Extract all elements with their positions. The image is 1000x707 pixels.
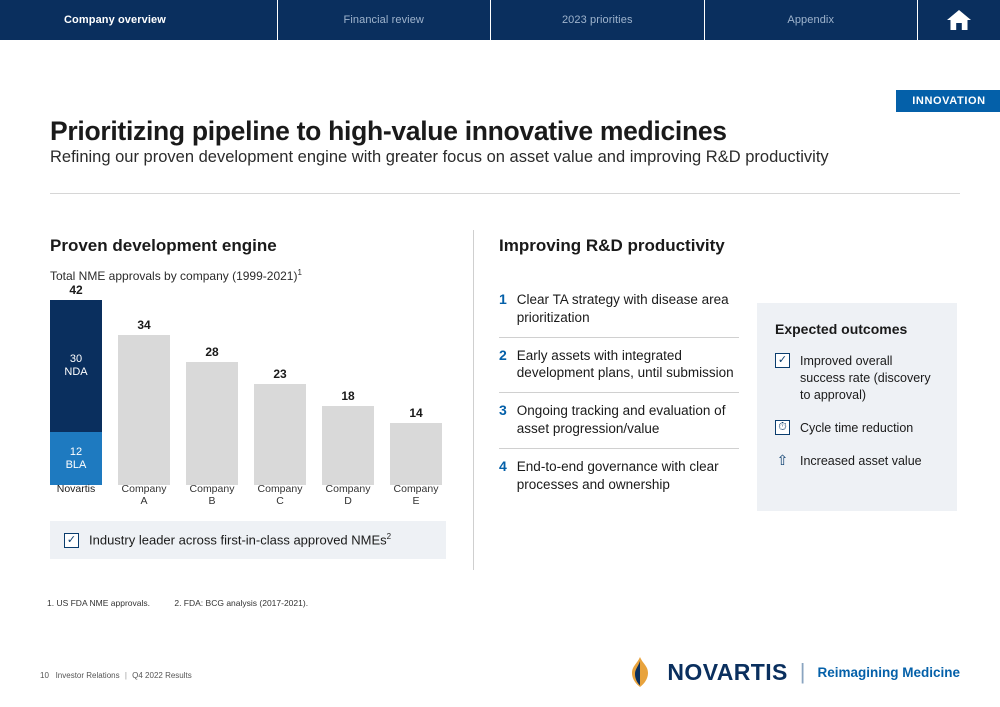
footnote-1: 1. US FDA NME approvals. — [47, 598, 150, 608]
nav-tab-2023-priorities[interactable] — [491, 0, 705, 40]
status-badge: INNOVATION — [896, 90, 1000, 112]
nav-tab-company-overview[interactable] — [0, 0, 278, 40]
outcome-text: Increased asset value — [800, 453, 922, 468]
bar-segment-bla — [50, 432, 102, 485]
bar-value: 42 — [69, 283, 83, 297]
bar-value: 18 — [341, 389, 355, 403]
list-item — [775, 353, 941, 404]
bar-rect — [254, 384, 306, 485]
brand-name: NOVARTIS — [667, 658, 788, 685]
step-number: 4 — [499, 457, 507, 474]
bar-stack — [50, 300, 102, 485]
home-icon — [946, 8, 972, 32]
checkbox-checked-icon: ✓ — [64, 533, 79, 548]
chart-bars — [50, 283, 442, 485]
logo-divider: | — [799, 659, 806, 684]
footer-separator: | — [124, 671, 127, 680]
page-title: Prioritizing pipeline to high-value innovative medicines — [50, 116, 727, 146]
step-number: 3 — [499, 402, 507, 419]
top-navigation — [0, 0, 1000, 40]
segment-value: 12 — [69, 445, 83, 458]
page-subtitle: Refining our proven development engine with greater focus on asset value and improving R&D productivity — [50, 148, 829, 166]
outcome-text: Cycle time reduction — [800, 420, 914, 435]
callout-text — [89, 532, 391, 547]
bar-rect — [186, 362, 238, 485]
bar-novartis — [50, 283, 102, 485]
x-label: Company E — [393, 483, 439, 507]
list-item — [775, 420, 941, 437]
bar-company-c — [254, 367, 306, 485]
x-label: Novartis — [56, 483, 96, 495]
industry-leader-callout — [50, 521, 446, 559]
bar-company-d — [322, 389, 374, 485]
bar-value: 28 — [205, 345, 219, 359]
bar-company-e — [390, 406, 442, 485]
bar-company-a — [118, 318, 170, 485]
expected-outcomes-panel — [757, 303, 957, 511]
nav-tab-label: 2023 priorities — [561, 14, 633, 26]
nav-tab-financial-review[interactable] — [278, 0, 492, 40]
step-text: End-to-end governance with clear processes and ownership — [516, 458, 719, 492]
list-item — [499, 449, 739, 504]
footnote-2: 2. FDA: BCG analysis (2017-2021). — [174, 598, 309, 608]
step-text: Clear TA strategy with disease area prioritization — [516, 292, 729, 325]
step-text: Ongoing tracking and evaluation of asset progression/value — [516, 403, 726, 437]
x-label: Company C — [257, 483, 303, 507]
bar-rect — [390, 423, 442, 485]
segment-label: NDA — [64, 366, 88, 378]
outcomes-title: Expected outcomes — [775, 321, 908, 337]
nav-tab-appendix[interactable] — [705, 0, 919, 40]
callout-footnote-marker: 2 — [386, 532, 392, 542]
nav-tab-label: Appendix — [787, 14, 835, 26]
step-text: Early assets with integrated development plans, until submission — [516, 347, 734, 381]
checkbox-checked-icon: ✓ — [775, 353, 790, 368]
nme-approvals-bar-chart — [50, 283, 470, 507]
list-item — [499, 282, 739, 338]
list-item — [775, 453, 941, 470]
bar-segment-nda — [50, 300, 102, 432]
column-divider — [473, 230, 474, 570]
bar-value: 14 — [409, 406, 423, 420]
bar-value: 34 — [137, 318, 151, 332]
novartis-flame-icon — [625, 655, 655, 689]
header-divider — [50, 193, 960, 194]
segment-label: BLA — [65, 458, 87, 471]
footnotes — [47, 598, 330, 608]
novartis-logo — [625, 655, 960, 689]
segment-value: 30 — [69, 353, 83, 366]
footer-meta — [40, 671, 192, 680]
list-item — [499, 393, 739, 449]
arrow-up-icon: ⇧ — [776, 451, 789, 468]
bar-value: 23 — [273, 367, 287, 381]
x-label: Company A — [121, 483, 167, 507]
nav-tab-label: Financial review — [343, 14, 424, 26]
step-number: 1 — [499, 291, 507, 307]
chart-caption-text: Total NME approvals by company (1999-2021) — [50, 269, 298, 283]
outcome-text: Improved overall success rate (discovery to approval) — [800, 354, 931, 402]
callout-label: Industry leader across first-in-class approved NMEs — [89, 532, 387, 548]
list-item — [499, 338, 739, 394]
page-number: 10 — [40, 671, 49, 680]
left-column — [50, 236, 470, 559]
footer-report: Q4 2022 Results — [132, 671, 192, 680]
right-column — [499, 236, 959, 504]
x-label: Company D — [325, 483, 371, 507]
left-column-heading: Proven development engine — [50, 236, 277, 255]
nav-tab-label: Company overview — [64, 14, 166, 26]
step-number: 2 — [499, 346, 507, 363]
chart-caption — [50, 268, 470, 283]
clock-icon: ⏱ — [775, 420, 790, 435]
brand-tagline: Reimagining Medicine — [817, 664, 960, 680]
home-button[interactable] — [918, 0, 1000, 40]
bar-company-b — [186, 345, 238, 485]
footer-department: Investor Relations — [55, 671, 120, 680]
right-column-heading: Improving R&D productivity — [499, 236, 725, 255]
chart-x-axis-labels — [50, 483, 442, 507]
x-label: Company B — [189, 483, 235, 507]
bar-rect — [118, 335, 170, 485]
bar-rect — [322, 406, 374, 485]
productivity-steps-list — [499, 282, 739, 504]
chart-caption-footnote-marker: 1 — [297, 268, 302, 277]
